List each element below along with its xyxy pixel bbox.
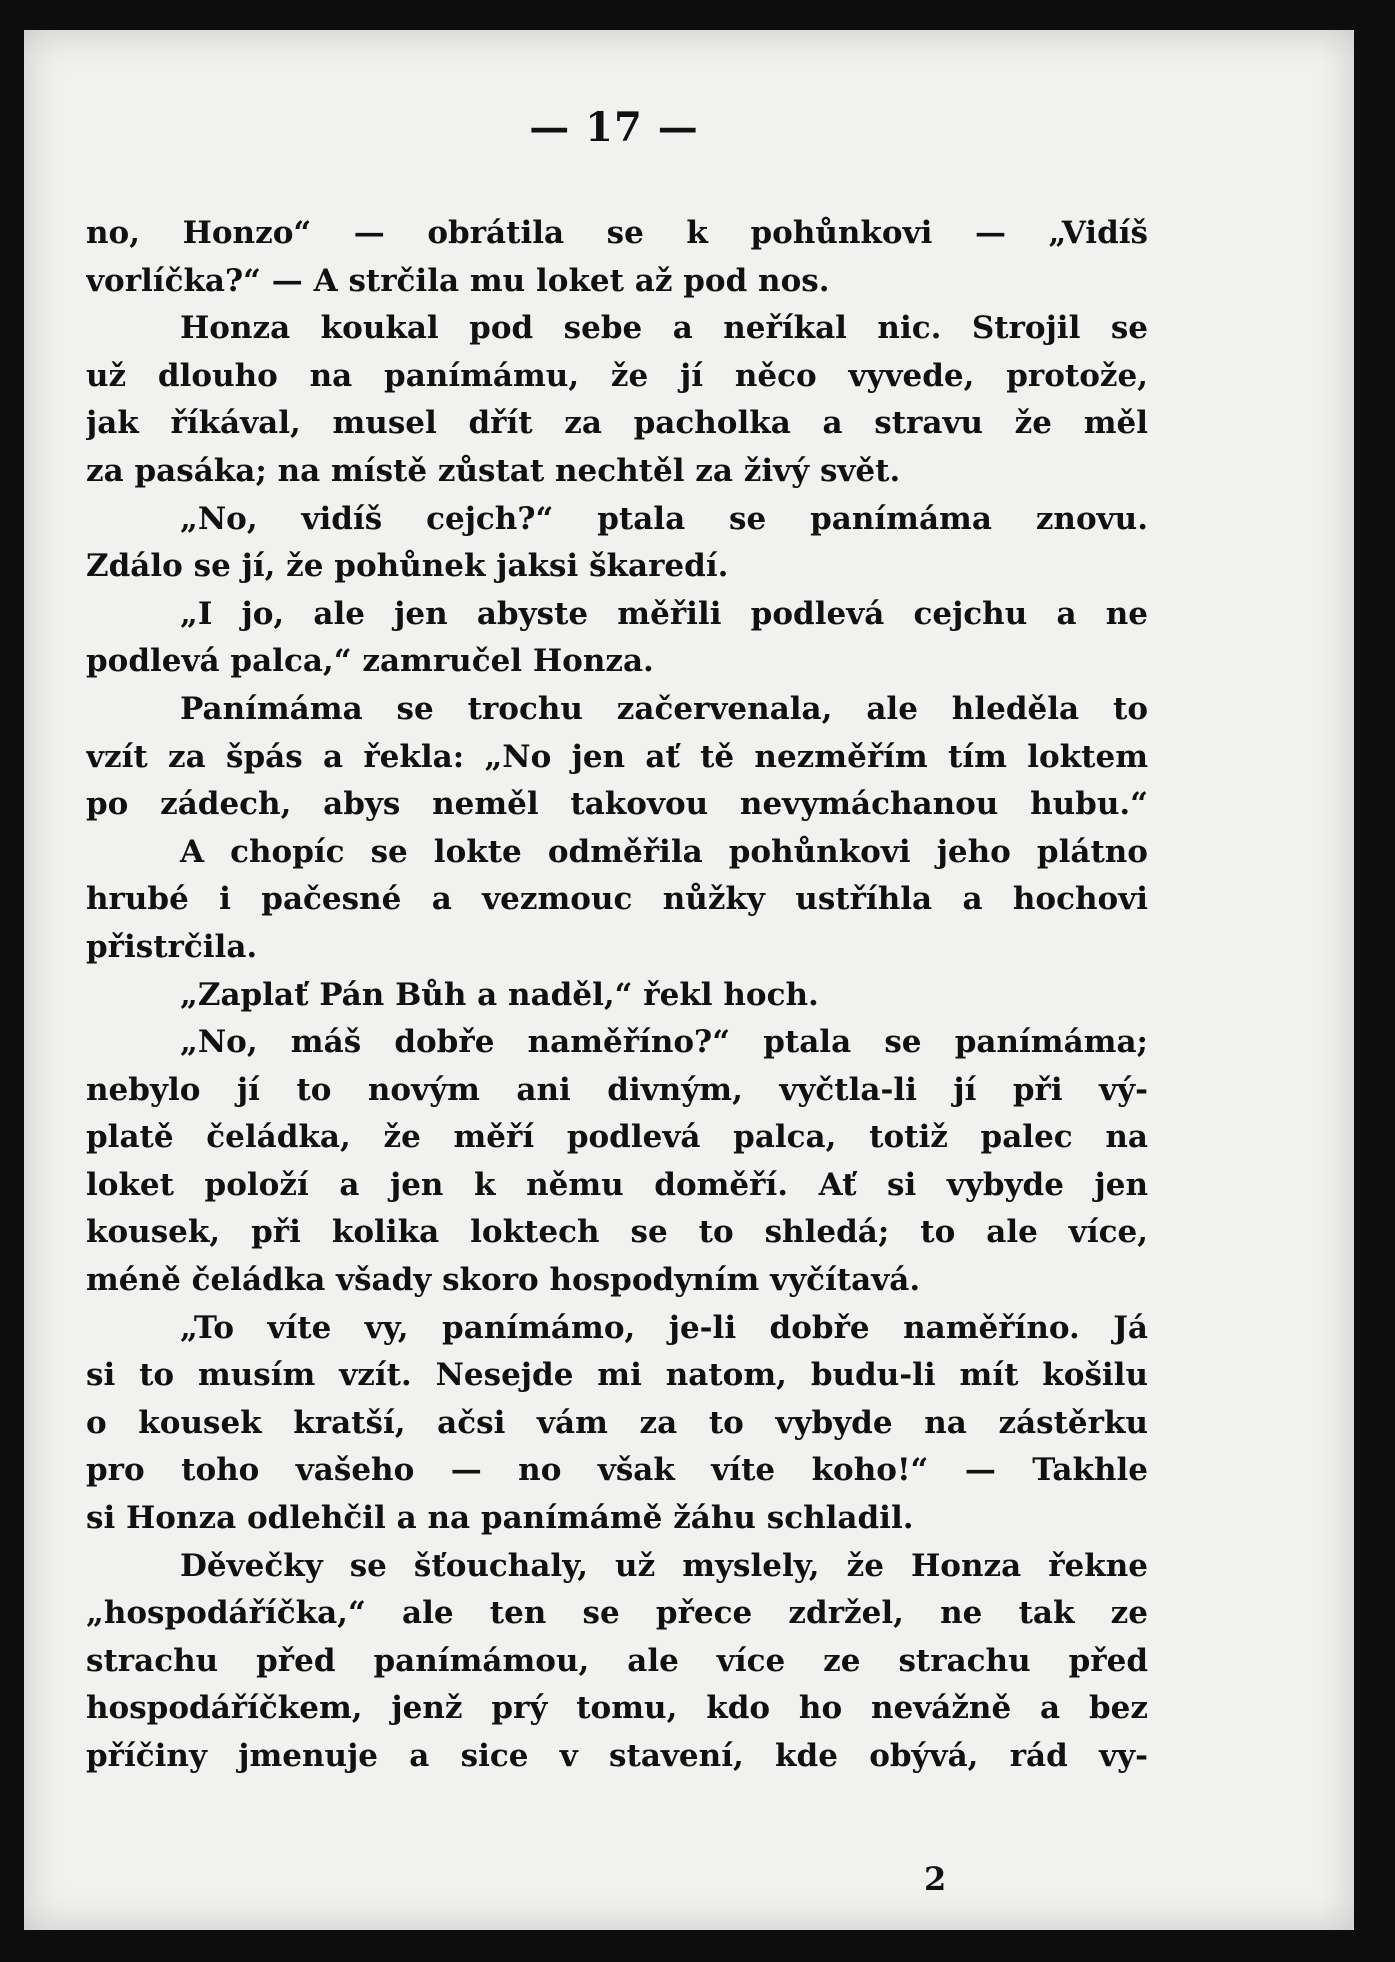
text-line: přistrčila. xyxy=(86,928,258,965)
text-line: už dlouho na panímámu, že jí něco vyvede, protože, xyxy=(86,357,1148,394)
text-line: po zádech, abys neměl takovou nevymáchanou hubu.“ xyxy=(86,786,1148,823)
signature-mark: 2 xyxy=(924,1860,947,1898)
text-line: jak říkával, musel dřít za pacholka a stravu že měl xyxy=(86,405,1148,442)
text-line: loket položí a jen k němu doměří. Ať si vybyde jen xyxy=(86,1166,1148,1203)
page-number: — 17 — xyxy=(529,104,699,151)
book-page xyxy=(24,30,1354,1930)
body-text xyxy=(86,210,1148,1781)
text-line: „Zaplať Pán Bůh a naděl,“ řekl hoch. xyxy=(180,976,819,1013)
text-line: méně čeládka všady skoro hospodyním vyčítavá. xyxy=(86,1262,921,1299)
text-line: A chopíc se lokte odměřila pohůnkovi jeho plátno xyxy=(180,833,1148,870)
text-line: za pasáka; na místě zůstat nechtěl za živý svět. xyxy=(86,452,901,489)
text-line: si Honza odlehčil a na panímámě žáhu schladil. xyxy=(86,1500,914,1537)
text-line: Panímáma se trochu začervenala, ale hleděla to xyxy=(180,690,1148,727)
text-line: no, Honzo“ — obrátila se k pohůnkovi — „Vidíš xyxy=(86,215,1148,251)
text-line: „hospodáříčka,“ ale ten se přece zdržel, ne tak ze xyxy=(86,1595,1148,1632)
text-line: „No, vidíš cejch?“ ptala se panímáma znovu. xyxy=(180,500,1148,537)
text-line: nebylo jí to novým ani divným, vyčtla-li jí při vý- xyxy=(86,1071,1148,1108)
text-line: o kousek kratší, ačsi vám za to vybyde na zástěrku xyxy=(86,1404,1148,1441)
text-line: Zdálo se jí, že pohůnek jaksi škaredí. xyxy=(86,548,729,585)
text-line: podlevá palca,“ zamručel Honza. xyxy=(86,643,654,680)
text-line: „No, máš dobře naměříno?“ ptala se panímáma; xyxy=(180,1024,1148,1061)
text-line: pro toho vašeho — no však víte koho!“ — Takhle xyxy=(86,1452,1148,1489)
text-line: hospodáříčkem, jenž prý tomu, kdo ho nevážně a bez xyxy=(86,1690,1148,1727)
text-line: kousek, při kolika loktech se to shledá; to ale více, xyxy=(86,1214,1148,1251)
text-line: Honza koukal pod sebe a neříkal nic. Strojil se xyxy=(180,310,1148,347)
text-line: vorlíčka?“ — A strčila mu loket až pod nos. xyxy=(86,262,830,299)
text-line: si to musím vzít. Nesejde mi natom, budu-li mít košilu xyxy=(86,1357,1148,1394)
text-line: Děvečky se šťouchaly, už myslely, že Honza řekne xyxy=(180,1547,1148,1584)
text-line: hrubé i pačesné a vezmouc nůžky ustříhla a hochovi xyxy=(86,881,1148,918)
text-line: platě čeládka, že měří podlevá palca, totiž palec na xyxy=(86,1119,1148,1156)
text-line: „To víte vy, panímámo, je-li dobře naměříno. Já xyxy=(180,1309,1148,1346)
text-line: příčiny jmenuje a sice v stavení, kde obývá, rád vy- xyxy=(86,1738,1148,1774)
text-line: vzít za špás a řekla: „No jen ať tě nezměřím tím loktem xyxy=(86,738,1148,775)
text-line: „I jo, ale jen abyste měřili podlevá cejchu a ne xyxy=(180,595,1148,632)
text-line: strachu před panímámou, ale více ze strachu před xyxy=(86,1642,1148,1679)
